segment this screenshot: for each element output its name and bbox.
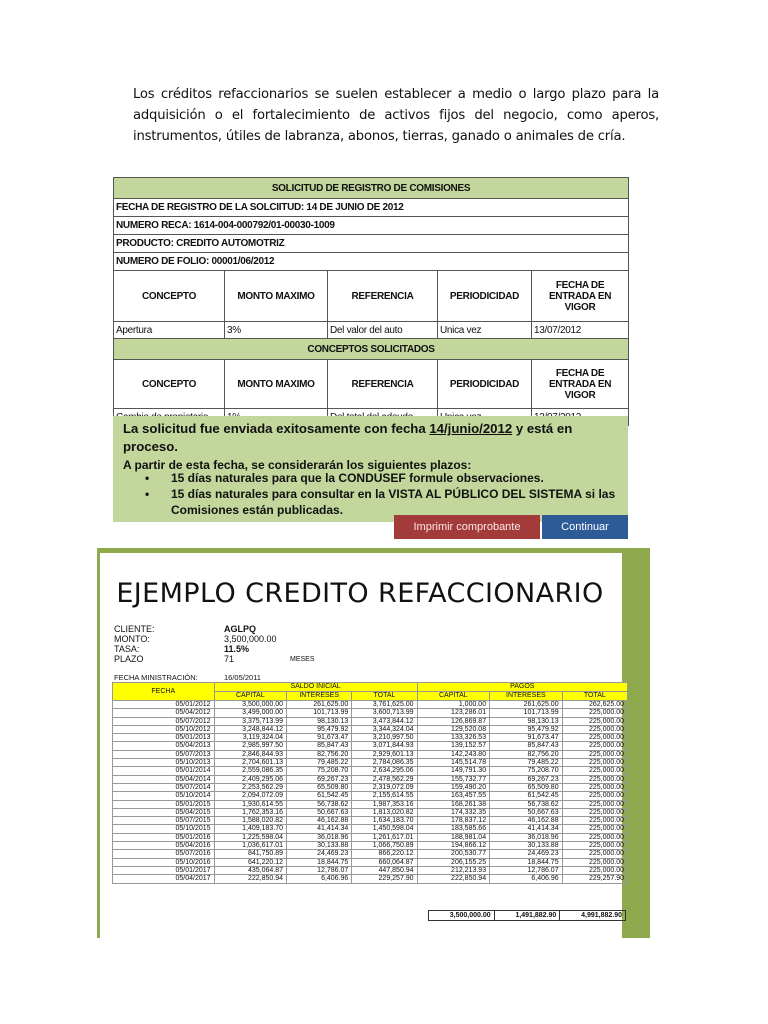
table-cell: 46,162.88 — [490, 817, 563, 825]
table-cell: 155,732.77 — [417, 775, 490, 783]
table-cell: 183,585.66 — [417, 825, 490, 833]
table-cell: 95,479.92 — [490, 725, 563, 733]
header2-monto: MONTO MAXIMO — [225, 360, 328, 409]
table-cell: 85,847.43 — [490, 742, 563, 750]
table-cell: 05/04/2015 — [113, 808, 215, 816]
numero-folio: NUMERO DE FOLIO: 00001/06/2012 — [114, 253, 629, 271]
table-cell: 50,667.63 — [287, 808, 352, 816]
table-cell: 05/04/2013 — [113, 742, 215, 750]
table-cell: 98,130.13 — [490, 717, 563, 725]
table-cell: 225,000.00 — [562, 709, 627, 717]
table-cell: 24,469.23 — [490, 850, 563, 858]
table-cell: 2,784,086.35 — [352, 759, 417, 767]
table-cell: 05/07/2013 — [113, 750, 215, 758]
table-cell: 12,786.07 — [490, 866, 563, 874]
fecha-ministracion-value: 16/05/2011 — [224, 673, 261, 682]
table-row — [113, 783, 628, 791]
table-cell: 05/01/2013 — [113, 734, 215, 742]
table-cell: 2,155,614.55 — [352, 792, 417, 800]
table-cell: 05/01/2017 — [113, 866, 215, 874]
table-cell: 65,509.80 — [287, 783, 352, 791]
table-cell: 05/07/2016 — [113, 850, 215, 858]
header-monto: MONTO MAXIMO — [225, 271, 328, 322]
col-saldo-inicial: SALDO INICIAL — [214, 683, 417, 692]
table-cell: 18,844.75 — [490, 858, 563, 866]
table-cell: 56,738.62 — [490, 800, 563, 808]
plazo-value: 71 — [224, 654, 235, 664]
row1-monto: 3% — [225, 322, 328, 339]
table-cell: 56,738.62 — [287, 800, 352, 808]
fecha-registro: FECHA DE REGISTRO DE LA SOLCIITUD: 14 DE JUNIO DE 2012 — [114, 199, 629, 217]
table-cell: 262,625.00 — [562, 701, 627, 709]
table-cell: 139,152.57 — [417, 742, 490, 750]
plazo-label: PLAZO — [114, 654, 144, 664]
col-intereses: INTERESES — [287, 692, 352, 701]
table-cell: 2,478,562.29 — [352, 775, 417, 783]
table-cell: 05/01/2014 — [113, 767, 215, 775]
total-intereses: 1,491,882.90 — [494, 911, 560, 921]
total-capital: 3,500,000.00 — [429, 911, 495, 921]
fecha-ministracion-label: FECHA MINISTRACIÓN: — [114, 673, 198, 682]
table-cell: 229,257.90 — [352, 875, 417, 883]
producto: PRODUCTO: CREDITO AUTOMOTRIZ — [114, 235, 629, 253]
table-cell: 142,243.80 — [417, 750, 490, 758]
table-cell: 91,673.47 — [490, 734, 563, 742]
table-row — [113, 701, 628, 709]
table-cell: 1,813,020.82 — [352, 808, 417, 816]
table-cell: 159,490.20 — [417, 783, 490, 791]
table-cell: 841,750.89 — [214, 850, 287, 858]
col-pago-total: TOTAL — [562, 692, 627, 701]
table-cell: 05/04/2014 — [113, 775, 215, 783]
table-cell: 225,000.00 — [562, 750, 627, 758]
table-cell: 61,542.45 — [287, 792, 352, 800]
table-row — [113, 759, 628, 767]
green-border-top — [100, 548, 622, 553]
table-row — [113, 792, 628, 800]
table-cell: 05/10/2013 — [113, 759, 215, 767]
col-fecha: FECHA — [113, 683, 215, 701]
table-cell: 225,000.00 — [562, 759, 627, 767]
header2-referencia: REFERENCIA — [328, 360, 438, 409]
meses-label: MESES — [290, 656, 315, 663]
table-cell: 149,791.30 — [417, 767, 490, 775]
numero-reca: NUMERO RECA: 1614-004-000792/01-00030-1009 — [114, 217, 629, 235]
table-cell: 69,267.23 — [287, 775, 352, 783]
table-cell: 61,542.45 — [490, 792, 563, 800]
table-row — [113, 725, 628, 733]
table-cell: 163,457.55 — [417, 792, 490, 800]
table-cell: 3,071,844.93 — [352, 742, 417, 750]
table-row — [113, 750, 628, 758]
col-pago-intereses: INTERESES — [490, 692, 563, 701]
table-cell: 75,208.70 — [287, 767, 352, 775]
table-cell: 91,673.47 — [287, 734, 352, 742]
table-cell: 95,479.92 — [287, 725, 352, 733]
tasa-value: 11.5% — [224, 644, 250, 654]
table-cell: 225,000.00 — [562, 783, 627, 791]
table-cell: 46,162.88 — [287, 817, 352, 825]
notice-message: La solicitud fue enviada exitosamente con fecha 14/junio/2012 y está en proceso. — [123, 421, 573, 454]
table-cell: 229,257.90 — [562, 875, 627, 883]
table-cell: 2,559,086.35 — [214, 767, 287, 775]
table-cell: 435,064.87 — [214, 866, 287, 874]
table-cell: 225,000.00 — [562, 717, 627, 725]
table-cell: 3,248,844.12 — [214, 725, 287, 733]
table-cell: 222,850.94 — [417, 875, 490, 883]
table-cell: 05/10/2012 — [113, 725, 215, 733]
table-cell: 225,000.00 — [562, 742, 627, 750]
tasa-label: TASA: — [114, 644, 140, 654]
table-row — [113, 734, 628, 742]
table-cell: 12,786.07 — [287, 866, 352, 874]
table-cell: 30,133.88 — [490, 842, 563, 850]
notice-list — [143, 470, 631, 518]
table-cell: 261,625.00 — [287, 701, 352, 709]
header-concepto: CONCEPTO — [114, 271, 225, 322]
header-fecha-vigor: FECHA DE ENTRADA EN VIGOR — [532, 271, 629, 322]
table-cell: 174,332.35 — [417, 808, 490, 816]
table-cell: 225,000.00 — [562, 817, 627, 825]
table-row — [113, 775, 628, 783]
table-cell: 225,000.00 — [562, 792, 627, 800]
col-pago-capital: CAPITAL — [417, 692, 490, 701]
table-cell: 194,866.12 — [417, 842, 490, 850]
table-cell: 225,000.00 — [562, 858, 627, 866]
table-cell: 200,530.77 — [417, 850, 490, 858]
table-cell: 24,469.23 — [287, 850, 352, 858]
table-cell: 2,704,601.13 — [214, 759, 287, 767]
table-cell: 05/01/2012 — [113, 701, 215, 709]
table-cell: 1,261,617.01 — [352, 833, 417, 841]
table-cell: 225,000.00 — [562, 767, 627, 775]
table-cell: 3,119,324.04 — [214, 734, 287, 742]
table-cell: 225,000.00 — [562, 734, 627, 742]
table-cell: 05/04/2017 — [113, 875, 215, 883]
table-row — [113, 717, 628, 725]
table-row — [113, 833, 628, 841]
table-cell: 2,094,072.09 — [214, 792, 287, 800]
table-cell: 75,208.70 — [490, 767, 563, 775]
table-row — [113, 858, 628, 866]
conceptos-solicitados-title: CONCEPTOS SOLICITADOS — [114, 339, 629, 360]
table-cell: 2,409,295.06 — [214, 775, 287, 783]
row1-referencia: Del valor del auto — [328, 322, 438, 339]
table-cell: 178,837.12 — [417, 817, 490, 825]
table-row — [113, 866, 628, 874]
row1-fecha: 13/07/2012 — [532, 322, 629, 339]
table-cell: 261,625.00 — [490, 701, 563, 709]
example-title: EJEMPLO CREDITO REFACCIONARIO — [116, 578, 604, 609]
table-cell: 79,485.22 — [287, 759, 352, 767]
monto-label: MONTO: — [114, 634, 150, 644]
table-cell: 1,036,617.01 — [214, 842, 287, 850]
table-cell: 225,000.00 — [562, 850, 627, 858]
table-cell: 145,514.78 — [417, 759, 490, 767]
table-cell: 2,253,562.29 — [214, 783, 287, 791]
table-row — [113, 808, 628, 816]
table-cell: 05/04/2012 — [113, 709, 215, 717]
table-cell: 225,000.00 — [562, 833, 627, 841]
table-cell: 1,000.00 — [417, 701, 490, 709]
table-cell: 225,000.00 — [562, 800, 627, 808]
cliente-label: CLIENTE: — [114, 624, 155, 634]
table-cell: 6,406.96 — [287, 875, 352, 883]
cliente-value: AGLPQ — [224, 624, 257, 634]
table-cell: 1,588,020.82 — [214, 817, 287, 825]
table-row — [113, 800, 628, 808]
table-cell: 1,066,750.89 — [352, 842, 417, 850]
table-row — [113, 875, 628, 883]
table-cell: 2,634,295.06 — [352, 767, 417, 775]
continue-button[interactable]: Continuar — [542, 515, 628, 539]
table-cell: 188,981.04 — [417, 833, 490, 841]
header2-concepto: CONCEPTO — [114, 360, 225, 409]
table-row — [113, 825, 628, 833]
table-cell: 79,485.22 — [490, 759, 563, 767]
table-cell: 05/10/2016 — [113, 858, 215, 866]
header-periodicidad: PERIODICIDAD — [438, 271, 532, 322]
list-item: • 15 días naturales para que la CONDUSEF formule observaciones. — [145, 471, 544, 485]
table-cell: 660,064.87 — [352, 858, 417, 866]
table-cell: 101,713.99 — [287, 709, 352, 717]
table-cell: 30,133.88 — [287, 842, 352, 850]
table-cell: 05/10/2015 — [113, 825, 215, 833]
amortization-rows — [113, 701, 628, 884]
table-cell: 1,225,598.04 — [214, 833, 287, 841]
table-cell: 3,473,844.12 — [352, 717, 417, 725]
table-cell: 41,414.34 — [490, 825, 563, 833]
table-row — [113, 842, 628, 850]
table-cell: 05/01/2015 — [113, 800, 215, 808]
table-cell: 36,018.96 — [490, 833, 563, 841]
table-cell: 866,220.12 — [352, 850, 417, 858]
table-cell: 69,267.23 — [490, 775, 563, 783]
table-cell: 3,761,625.00 — [352, 701, 417, 709]
col-pagos: PAGOS — [417, 683, 627, 692]
table-cell: 2,929,601.13 — [352, 750, 417, 758]
table-cell: 3,344,324.04 — [352, 725, 417, 733]
table-cell: 3,375,713.99 — [214, 717, 287, 725]
totals-row — [428, 910, 626, 921]
table-cell: 36,018.96 — [287, 833, 352, 841]
table-cell: 225,000.00 — [562, 825, 627, 833]
total-total: 4,991,882.90 — [560, 911, 626, 921]
table-cell: 50,667.63 — [490, 808, 563, 816]
table-cell: 05/07/2012 — [113, 717, 215, 725]
table-cell: 05/10/2014 — [113, 792, 215, 800]
table-cell: 18,844.75 — [287, 858, 352, 866]
table-cell: 447,850.94 — [352, 866, 417, 874]
table-cell: 82,756.20 — [287, 750, 352, 758]
table-cell: 133,326.53 — [417, 734, 490, 742]
table-cell: 82,756.20 — [490, 750, 563, 758]
credit-example — [100, 548, 624, 938]
table-cell: 222,850.94 — [214, 875, 287, 883]
table-cell: 3,600,713.99 — [352, 709, 417, 717]
table-cell: 225,000.00 — [562, 775, 627, 783]
row1-concepto: Apertura — [114, 322, 225, 339]
table-cell: 05/01/2016 — [113, 833, 215, 841]
table-cell: 129,520.08 — [417, 725, 490, 733]
row1-periodicidad: Unica vez — [438, 322, 532, 339]
table-cell: 65,509.80 — [490, 783, 563, 791]
table-cell: 225,000.00 — [562, 808, 627, 816]
amortization-table — [112, 682, 628, 884]
table-cell: 1,409,183.70 — [214, 825, 287, 833]
table-cell: 225,000.00 — [562, 842, 627, 850]
table-cell: 225,000.00 — [562, 725, 627, 733]
commission-registration-form — [113, 177, 628, 426]
table-cell: 1,450,598.04 — [352, 825, 417, 833]
table-row — [113, 709, 628, 717]
notice-subtitle: A partir de esta fecha, se considerarán los siguientes plazos: — [123, 458, 472, 472]
col-total: TOTAL — [352, 692, 417, 701]
col-capital: CAPITAL — [214, 692, 287, 701]
table-cell: 05/07/2014 — [113, 783, 215, 791]
header2-periodicidad: PERIODICIDAD — [438, 360, 532, 409]
table-row — [113, 742, 628, 750]
list-item: • 15 días naturales para consultar en la VISTA AL PÚBLICO DEL SISTEMA si las Comisiones están publicadas. — [145, 487, 616, 517]
table-cell: 85,847.43 — [287, 742, 352, 750]
table-cell: 2,985,997.50 — [214, 742, 287, 750]
table-cell: 1,930,614.55 — [214, 800, 287, 808]
table-row — [113, 767, 628, 775]
intro-paragraph: Los créditos refaccionarios se suelen establecer a medio o largo plazo para la adquisición o el fortalecimiento de activos fijos del negocio, como aperos, instrumentos, útiles de labranza, abonos, tierras, ganado o animales de cría. — [133, 87, 659, 144]
table-cell: 3,210,997.50 — [352, 734, 417, 742]
table-row — [113, 817, 628, 825]
table-cell: 206,155.25 — [417, 858, 490, 866]
table-cell: 126,869.87 — [417, 717, 490, 725]
table-cell: 212,213.93 — [417, 866, 490, 874]
table-cell: 05/04/2016 — [113, 842, 215, 850]
notice-date: 14/junio/2012 — [429, 421, 513, 436]
table-cell: 123,286.01 — [417, 709, 490, 717]
table-cell: 98,130.13 — [287, 717, 352, 725]
table-cell: 101,713.99 — [490, 709, 563, 717]
table-cell: 2,319,072.09 — [352, 783, 417, 791]
table-cell: 168,261.38 — [417, 800, 490, 808]
table-cell: 225,000.00 — [562, 866, 627, 874]
table-cell: 41,414.34 — [287, 825, 352, 833]
table-cell: 6,406.96 — [490, 875, 563, 883]
table-cell: 2,846,844.93 — [214, 750, 287, 758]
success-notice — [113, 416, 628, 522]
table-cell: 1,987,353.16 — [352, 800, 417, 808]
print-receipt-button[interactable]: Imprimir comprobante — [394, 515, 540, 539]
table-row — [113, 850, 628, 858]
table-cell: 1,762,353.16 — [214, 808, 287, 816]
table-cell: 641,220.12 — [214, 858, 287, 866]
header-referencia: REFERENCIA — [328, 271, 438, 322]
table-cell: 1,634,183.70 — [352, 817, 417, 825]
table-cell: 3,500,000.00 — [214, 701, 287, 709]
header2-fecha-vigor: FECHA DE ENTRADA EN VIGOR — [532, 360, 629, 409]
table-cell: 05/07/2015 — [113, 817, 215, 825]
table-cell: 3,499,000.00 — [214, 709, 287, 717]
monto-value: 3,500,000.00 — [224, 634, 277, 644]
form-title: SOLICITUD DE REGISTRO DE COMISIONES — [114, 178, 629, 199]
